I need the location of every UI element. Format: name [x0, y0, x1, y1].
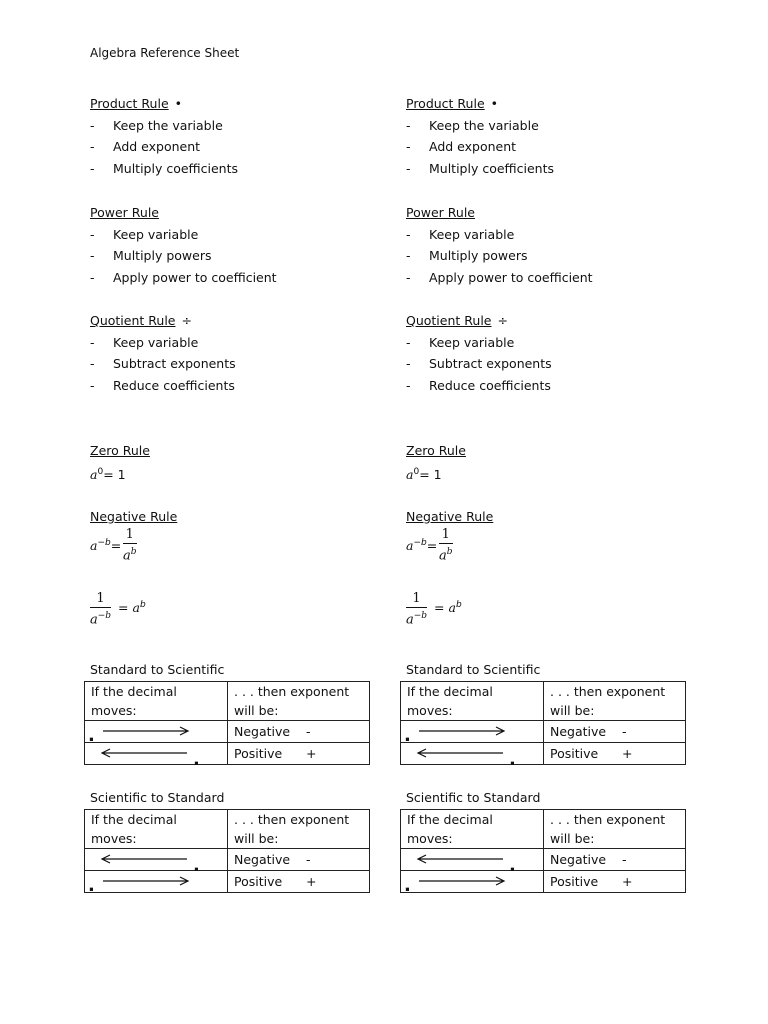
list-item [90, 375, 390, 397]
exponent-result-label: Negative [234, 724, 291, 739]
exponent-result-cell [544, 721, 686, 743]
arrow-right-icon [417, 876, 507, 886]
equals-sign: = [110, 537, 122, 553]
product-rule-title: Product Rule [406, 96, 485, 111]
fraction [406, 592, 427, 627]
list-item-text: Multiply coefficients [113, 161, 238, 177]
power-rule-title: Power Rule [90, 205, 159, 220]
list-marker: - [406, 248, 411, 264]
list-item-text: Add exponent [113, 139, 201, 155]
scientific-to-standard-table [400, 809, 686, 896]
standard-to-scientific-title: Standard to Scientific [90, 662, 225, 677]
list-item [90, 158, 390, 180]
list-item-text: Multiply powers [113, 248, 212, 264]
quotient-rule-symbol: ÷ [181, 313, 192, 328]
formula-exponent: 0 [413, 466, 420, 477]
exponent-result-cell [228, 743, 370, 765]
list-marker: - [406, 356, 411, 372]
formula-exponent: b [130, 546, 137, 557]
formula-base: a [90, 537, 98, 553]
list-item [406, 375, 706, 397]
standard-to-scientific-section [404, 659, 706, 770]
formula-rhs [118, 600, 146, 615]
equals-sign: = [426, 537, 438, 553]
exponent-sign: + [622, 874, 633, 889]
formula-rhs [434, 600, 462, 615]
arrow-right-icon [101, 876, 191, 886]
formula-exponent: b [455, 599, 462, 610]
list-item [90, 224, 390, 246]
arrow-left-icon [99, 854, 189, 864]
scientific-to-standard-table [84, 809, 370, 896]
list-item-text: Keep variable [429, 334, 515, 350]
decimal-direction-cell [401, 871, 544, 896]
fraction [439, 528, 453, 563]
standard-to-scientific-section [88, 659, 390, 770]
list-marker: - [406, 226, 411, 242]
equals-sign: = [434, 599, 445, 615]
list-item-text: Subtract exponents [113, 356, 236, 372]
list-marker: - [406, 334, 411, 350]
table-row [85, 849, 370, 871]
table-header-cell: . . . then exponent will be: [228, 682, 370, 721]
exponent-result-label: Negative [550, 724, 607, 739]
list-item [90, 267, 390, 289]
formula-lhs [90, 538, 121, 553]
product-rule-symbol: • [490, 96, 499, 111]
list-item [406, 136, 706, 158]
decimal-direction-cell [85, 743, 228, 770]
table-row [401, 721, 686, 743]
fraction-denominator [406, 609, 427, 627]
table-header-cell: If the decimal moves: [85, 682, 228, 721]
list-marker: - [90, 334, 95, 350]
table-row [85, 721, 370, 743]
fraction-denominator [439, 545, 453, 563]
negative-rule-title: Negative Rule [406, 509, 494, 524]
list-marker: - [406, 161, 411, 177]
exponent-sign: + [306, 874, 317, 889]
fraction-denominator [123, 545, 137, 563]
zero-rule-section [90, 440, 150, 483]
scientific-to-standard-title: Scientific to Standard [406, 790, 541, 805]
document-title: Algebra Reference Sheet [90, 46, 240, 60]
table-row [85, 743, 370, 765]
power-rule-heading [406, 202, 706, 224]
decimal-direction-cell [401, 743, 544, 770]
list-item-text: Apply power to coefficient [429, 270, 593, 286]
exponent-result-cell [228, 849, 370, 871]
list-marker: - [90, 270, 95, 286]
formula-exponent: −b [413, 610, 428, 621]
list-item [90, 332, 390, 354]
list-item-text: Apply power to coefficient [113, 270, 277, 286]
exponent-result-label: Positive [234, 746, 283, 761]
list-marker: - [90, 378, 95, 394]
formula-exponent: b [139, 599, 146, 610]
decimal-point-icon: . [404, 725, 411, 746]
formula-exponent: 0 [97, 466, 104, 477]
exponent-result-cell [544, 849, 686, 871]
negative-rule-formula [406, 528, 706, 572]
list-item-text: Subtract exponents [429, 356, 552, 372]
exponent-result-label: Positive [550, 874, 599, 889]
product-rule-heading [406, 93, 706, 115]
list-marker: - [406, 139, 411, 155]
table-row [401, 743, 686, 765]
decimal-point-icon: . [88, 875, 95, 896]
decimal-direction-cell [85, 849, 228, 876]
negative-rule-title: Negative Rule [90, 509, 178, 524]
list-item [406, 224, 706, 246]
formula-base: a [406, 537, 414, 553]
exponent-result-label: Positive [234, 874, 283, 889]
fraction-numerator: 1 [96, 590, 105, 606]
table-header-cell: . . . then exponent will be: [544, 682, 686, 721]
list-marker: - [90, 226, 95, 242]
zero-rule-title: Zero Rule [90, 443, 150, 458]
list-item-text: Multiply powers [429, 248, 528, 264]
exponent-result-cell [544, 743, 686, 765]
table-header-cell: If the decimal moves: [401, 682, 544, 721]
product-rule-symbol: • [174, 96, 183, 111]
list-item-text: Multiply coefficients [429, 161, 554, 177]
table-header-row [401, 682, 686, 721]
standard-to-scientific-title: Standard to Scientific [406, 662, 541, 677]
exponent-result-cell [228, 871, 370, 893]
list-marker: - [90, 248, 95, 264]
decimal-direction-cell [401, 849, 544, 876]
exponent-sign: + [622, 746, 633, 761]
fraction-bar [406, 607, 427, 608]
fraction [90, 592, 111, 627]
product-rule-section [406, 93, 706, 180]
list-item-text: Keep the variable [429, 117, 539, 133]
decimal-point-icon: . [88, 725, 95, 746]
formula-lhs [406, 538, 437, 553]
formula-base: a [90, 466, 98, 482]
list-item-text: Keep variable [429, 226, 515, 242]
fraction-denominator [90, 609, 111, 627]
list-item [90, 245, 390, 267]
list-marker: - [406, 270, 411, 286]
scientific-to-standard-title: Scientific to Standard [90, 790, 225, 805]
table-header-cell: . . . then exponent will be: [228, 810, 370, 849]
list-marker: - [406, 378, 411, 394]
list-item-text: Reduce coefficients [113, 378, 235, 394]
exponent-result-label: Negative [234, 852, 291, 867]
zero-rule-formula [406, 462, 466, 484]
table-header-cell: . . . then exponent will be: [544, 810, 686, 849]
power-rule-section [406, 202, 706, 289]
exponent-result-cell [544, 871, 686, 893]
table-row [401, 871, 686, 893]
negative-rule-section [406, 506, 706, 636]
list-item [90, 136, 390, 158]
table-header-row [85, 810, 370, 849]
list-item [406, 158, 706, 180]
fraction-numerator: 1 [412, 590, 421, 606]
arrow-right-icon [417, 726, 507, 736]
list-item-text: Add exponent [429, 139, 517, 155]
decimal-direction-cell [85, 721, 228, 746]
quotient-rule-section [90, 310, 390, 397]
exponent-sign: - [622, 852, 627, 867]
arrow-right-icon [101, 726, 191, 736]
standard-to-scientific-table [400, 681, 686, 770]
fraction-bar [123, 543, 137, 544]
exponent-sign: - [622, 724, 627, 739]
fraction-bar [90, 607, 111, 608]
list-item [406, 245, 706, 267]
exponent-result-label: Negative [550, 852, 607, 867]
product-rule-heading [90, 93, 390, 115]
list-item [90, 353, 390, 375]
list-item [406, 332, 706, 354]
quotient-rule-title: Quotient Rule [406, 313, 492, 328]
formula-exponent: −b [97, 537, 111, 548]
fraction [123, 528, 137, 563]
list-item-text: Keep variable [113, 226, 199, 242]
arrow-left-icon [99, 748, 189, 758]
list-marker: - [90, 356, 95, 372]
formula-base: a [123, 548, 131, 564]
list-item [406, 115, 706, 137]
arrow-left-icon [415, 748, 505, 758]
table-header-row [85, 682, 370, 721]
formula-exponent: −b [413, 537, 427, 548]
negative-rule-formula-inverse [90, 592, 390, 636]
formula-exponent: −b [97, 610, 112, 621]
zero-rule-section [406, 440, 466, 483]
scientific-to-standard-section [404, 787, 706, 896]
fraction-bar [439, 543, 453, 544]
zero-rule-title: Zero Rule [406, 443, 466, 458]
arrow-left-icon [415, 854, 505, 864]
decimal-point-icon: . [509, 749, 516, 770]
product-rule-section [90, 93, 390, 180]
power-rule-section [90, 202, 390, 289]
exponent-result-label: Positive [550, 746, 599, 761]
product-rule-title: Product Rule [90, 96, 169, 111]
quotient-rule-section [406, 310, 706, 397]
quotient-rule-heading [90, 310, 390, 332]
table-row [401, 849, 686, 871]
decimal-direction-cell [401, 721, 544, 746]
formula-result: = 1 [103, 466, 126, 482]
negative-rule-formula [90, 528, 390, 572]
list-marker: - [90, 139, 95, 155]
power-rule-heading [90, 202, 390, 224]
list-item-text: Keep the variable [113, 117, 223, 133]
fraction-numerator: 1 [125, 526, 134, 542]
quotient-rule-heading [406, 310, 706, 332]
formula-exponent: b [446, 546, 453, 557]
decimal-point-icon: . [509, 855, 516, 876]
list-marker: - [406, 117, 411, 133]
list-marker: - [90, 117, 95, 133]
exponent-sign: - [306, 724, 311, 739]
table-row [85, 871, 370, 893]
negative-rule-section [90, 506, 390, 636]
scientific-to-standard-section [88, 787, 390, 896]
table-header-row [401, 810, 686, 849]
list-marker: - [90, 161, 95, 177]
negative-rule-formula-inverse [406, 592, 706, 636]
exponent-sign: + [306, 746, 317, 761]
formula-base: a [90, 612, 98, 628]
formula-base: a [406, 466, 414, 482]
decimal-point-icon: . [193, 855, 200, 876]
decimal-direction-cell [85, 871, 228, 896]
list-item-text: Keep variable [113, 334, 199, 350]
formula-base: a [448, 599, 456, 615]
fraction-numerator: 1 [441, 526, 450, 542]
list-item [406, 353, 706, 375]
quotient-rule-symbol: ÷ [497, 313, 508, 328]
decimal-point-icon: . [193, 749, 200, 770]
exponent-sign: - [306, 852, 311, 867]
list-item-text: Reduce coefficients [429, 378, 551, 394]
quotient-rule-title: Quotient Rule [90, 313, 176, 328]
exponent-result-cell [228, 721, 370, 743]
list-item [90, 115, 390, 137]
table-header-cell: If the decimal moves: [401, 810, 544, 849]
standard-to-scientific-table [84, 681, 370, 770]
zero-rule-formula [90, 462, 150, 484]
formula-base: a [132, 599, 140, 615]
power-rule-title: Power Rule [406, 205, 475, 220]
formula-base: a [439, 548, 447, 564]
formula-result: = 1 [419, 466, 442, 482]
decimal-point-icon: . [404, 875, 411, 896]
equals-sign: = [118, 599, 129, 615]
formula-base: a [406, 612, 414, 628]
list-item [406, 267, 706, 289]
table-header-cell: If the decimal moves: [85, 810, 228, 849]
